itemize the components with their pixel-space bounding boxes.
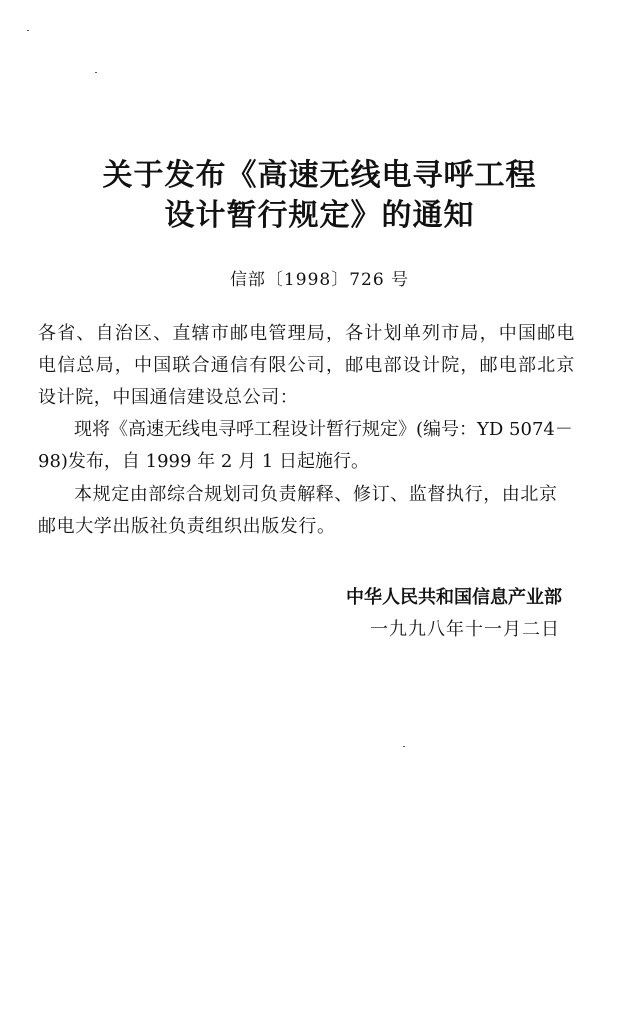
title-line-2: 设计暂行规定》的通知	[164, 198, 475, 233]
body-line-2: 电信总局，中国联合通信有限公司，邮电部设计院，邮电部北京	[38, 355, 576, 376]
scan-speck	[95, 72, 97, 73]
document-number: 信部〔1998〕726 号	[229, 270, 410, 290]
body-line-3: 设计院，中国通信建设总公司：	[38, 387, 299, 408]
issuing-organization: 中华人民共和国信息产业部	[346, 587, 562, 608]
issue-date: 一九九八年十一月二日	[370, 619, 560, 640]
body-line-5: 98)发布，自 1999 年 2 月 1 日起施行。	[38, 451, 369, 472]
scan-speck	[27, 30, 29, 31]
scan-speck	[403, 746, 405, 747]
body-line-4: 现将《高速无线电寻呼工程设计暂行规定》(编号：YD 5074－	[74, 419, 573, 440]
body-line-1: 各省、自治区、直辖市邮电管理局，各计划单列市局，中国邮电	[38, 323, 576, 344]
title-line-1: 关于发布《高速无线电寻呼工程	[102, 158, 537, 193]
body-line-7: 邮电大学出版社负责组织出版发行。	[38, 516, 336, 537]
body-line-6: 本规定由部综合规划司负责解释、修订、监督执行，由北京	[74, 484, 558, 505]
